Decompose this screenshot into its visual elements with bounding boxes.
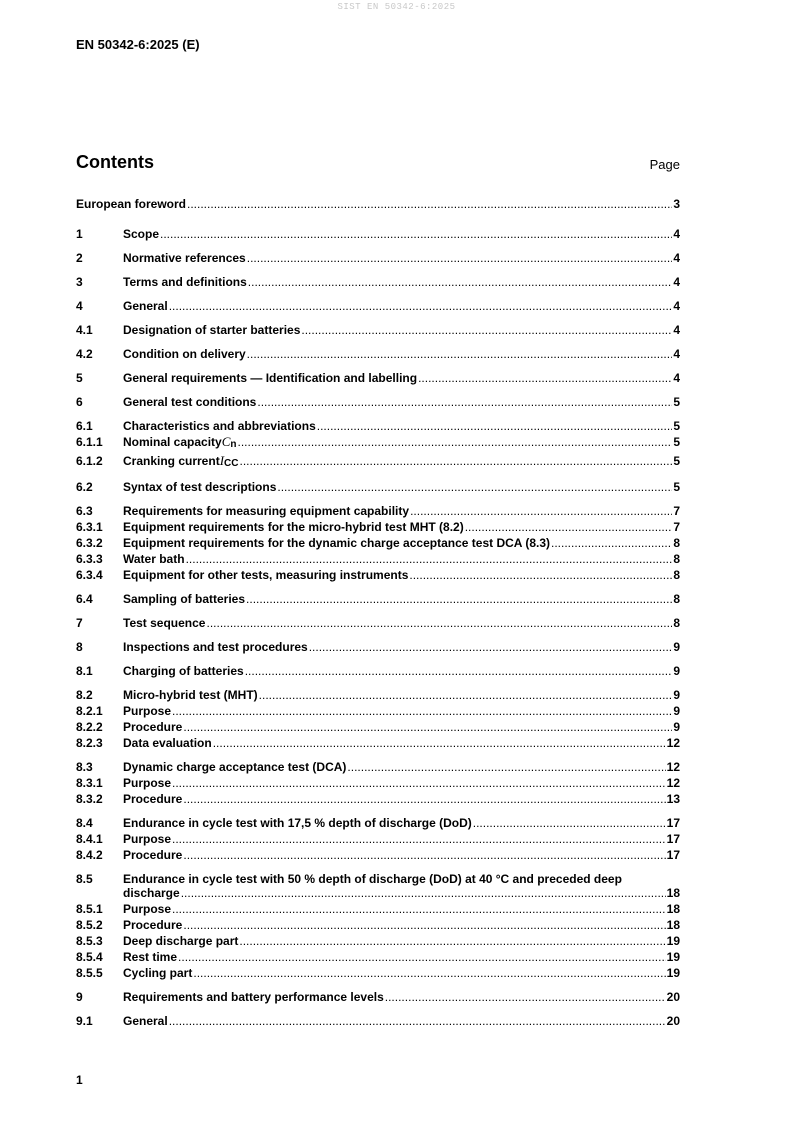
toc-entry[interactable] (76, 299, 680, 313)
toc-entry[interactable] (76, 640, 680, 654)
toc-entry-number: 8.3 (76, 760, 93, 774)
toc-entry-title: Micro-hybrid test (MHT) (123, 688, 258, 702)
toc-entry[interactable] (76, 568, 680, 582)
dot-leader (186, 552, 673, 566)
toc-entry-title: Rest time (123, 950, 178, 964)
toc-entry-number: 2 (76, 251, 83, 265)
toc-entry-number: 3 (76, 275, 83, 289)
toc-entry[interactable] (76, 792, 680, 806)
dot-leader (246, 592, 672, 606)
toc-entry-page: 8 (673, 568, 680, 582)
toc-entry-subscript: n (230, 439, 237, 450)
toc-entry-number: 8.4 (76, 816, 93, 830)
toc-entry-page: 9 (673, 640, 680, 654)
dot-leader (247, 347, 673, 361)
toc-entry[interactable] (76, 966, 680, 980)
toc-entry-page: 19 (666, 966, 680, 980)
toc-entry-number: 8.5.4 (76, 950, 103, 964)
page-number: 1 (76, 1073, 83, 1087)
dot-leader (178, 950, 666, 964)
toc-entry-number: 8.3.1 (76, 776, 103, 790)
toc-entry-title: Purpose (123, 704, 172, 718)
toc-entry-number: 8.5 (76, 872, 93, 886)
toc-entry[interactable] (76, 918, 680, 932)
toc-entry-title: Terms and definitions (123, 275, 247, 289)
dot-leader (172, 902, 666, 916)
toc-entry-number: 6.3.4 (76, 568, 103, 582)
dot-leader (183, 918, 665, 932)
toc-entry-title: Normative references (123, 251, 246, 265)
dot-leader (418, 371, 672, 385)
toc-entry-title: European foreword (76, 197, 187, 211)
toc-entry-title: Designation of starter batteries (123, 323, 301, 337)
toc-entry-title: Sampling of batteries (123, 592, 246, 606)
toc-entry-number: 1 (76, 227, 83, 241)
dot-leader (409, 568, 672, 582)
toc-entry-page: 12 (666, 776, 680, 790)
toc-entry-page: 9 (673, 720, 680, 734)
toc-entry-title: Purpose (123, 902, 172, 916)
toc-entry[interactable] (76, 776, 680, 790)
toc-entry-subscript: CC (224, 458, 239, 469)
toc-entry-page: 4 (673, 323, 680, 337)
dot-leader (160, 227, 672, 241)
toc-entry[interactable] (76, 934, 680, 948)
toc-entry-page: 18 (666, 902, 680, 916)
toc-entry[interactable] (76, 323, 680, 337)
toc-entry-title: Scope (123, 227, 160, 241)
toc-entry-title: Inspections and test procedures (123, 640, 308, 654)
toc-entry-number: 8.2.1 (76, 704, 103, 718)
toc-entry-page: 20 (666, 990, 680, 1004)
toc-entry-title: Test sequence (123, 616, 206, 630)
toc-entry-title: Equipment for other tests, measuring instruments (123, 568, 409, 582)
toc-entry-number: 8.2.2 (76, 720, 103, 734)
toc-entry-page: 17 (666, 848, 680, 862)
toc-entry-number: 6.2 (76, 480, 93, 494)
dot-leader (248, 275, 673, 289)
toc-entry-title: General requirements — Identification and labelling (123, 371, 418, 385)
toc-entry[interactable] (76, 520, 680, 534)
dot-leader (301, 323, 672, 337)
toc-entry-page: 5 (673, 454, 680, 468)
toc-entry[interactable] (76, 227, 680, 241)
toc-entry-number: 8.5.2 (76, 918, 103, 932)
toc-entry-number: 6.1 (76, 419, 93, 433)
toc-entry-number: 6.3.2 (76, 536, 103, 550)
toc-entry-page: 9 (673, 688, 680, 702)
dot-leader (213, 736, 666, 750)
dot-leader (183, 792, 665, 806)
toc-entry-title: Purpose (123, 832, 172, 846)
toc-entry-page: 4 (673, 275, 680, 289)
toc-entry-number: 8.5.3 (76, 934, 103, 948)
toc-entry-title: Nominal capacity (123, 435, 222, 449)
toc-entry[interactable] (76, 251, 680, 265)
toc-entry-title: Characteristics and abbreviations (123, 419, 316, 433)
toc-entry-number: 9.1 (76, 1014, 93, 1028)
toc-entry-title: Endurance in cycle test with 50 % depth of discharge (DoD) at 40 °C and preceded deep (123, 872, 622, 886)
toc-entry-title: Condition on delivery (123, 347, 246, 361)
toc-entry-page: 4 (673, 347, 680, 361)
toc-entry-number: 9 (76, 990, 83, 1004)
dot-leader (172, 776, 666, 790)
dot-leader (410, 504, 672, 518)
toc-entry[interactable] (76, 347, 680, 361)
toc-entry-title: Syntax of test descriptions (123, 480, 277, 494)
toc-entry-symbol: I (219, 453, 225, 468)
dot-leader (465, 520, 673, 534)
dot-leader (239, 934, 665, 948)
toc-entry-page: 12 (666, 760, 680, 774)
toc-entry-page: 5 (673, 419, 680, 433)
toc-title: Contents (76, 152, 154, 172)
dot-leader (309, 640, 673, 654)
toc-entry[interactable] (76, 1014, 680, 1028)
toc-entry-page: 19 (666, 934, 680, 948)
dot-leader (247, 251, 673, 265)
toc-entry-title: Dynamic charge acceptance test (DCA) (123, 760, 347, 774)
toc-entry-number: 8.2 (76, 688, 93, 702)
toc-entry-title: Requirements for measuring equipment capability (123, 504, 410, 518)
toc-entry-number: 4.1 (76, 323, 93, 337)
toc-entry-page: 8 (673, 592, 680, 606)
dot-leader (277, 480, 672, 494)
toc-entry-page: 18 (666, 918, 680, 932)
toc-entry-page: 4 (673, 227, 680, 241)
toc-entry-title: Equipment requirements for the dynamic charge acceptance test DCA (8.3) (123, 536, 551, 550)
toc-entry[interactable] (76, 454, 680, 468)
toc-entry[interactable] (76, 504, 680, 518)
toc-entry-page: 7 (673, 504, 680, 518)
toc-entry-page: 4 (673, 299, 680, 313)
dot-leader (385, 990, 666, 1004)
toc-entry-number: 6 (76, 395, 83, 409)
toc-entry-title: Cycling part (123, 966, 193, 980)
toc-entry-number: 8.5.5 (76, 966, 103, 980)
toc-entry-title: Data evaluation (123, 736, 212, 750)
toc-entry-page: 12 (666, 736, 680, 750)
toc-entry[interactable] (76, 760, 680, 774)
toc-entry[interactable] (76, 275, 680, 289)
toc-entry-page: 9 (673, 664, 680, 678)
dot-leader (473, 816, 666, 830)
dot-leader (239, 454, 672, 468)
toc-entry[interactable] (76, 736, 680, 750)
toc-entry-title: General (123, 1014, 168, 1028)
toc-entry[interactable] (76, 197, 680, 211)
toc-entry-title: Purpose (123, 776, 172, 790)
toc-entry[interactable] (76, 592, 680, 606)
toc-entry[interactable] (76, 832, 680, 846)
toc-entry-number: 6.4 (76, 592, 93, 606)
document-id: EN 50342-6:2025 (E) (76, 37, 200, 52)
toc-entry[interactable] (76, 419, 680, 433)
toc-entry[interactable] (76, 872, 680, 900)
toc-entry-page: 3 (673, 197, 680, 211)
toc-entry-page: 20 (666, 1014, 680, 1028)
page-column-label: Page (649, 157, 680, 172)
toc-entry-number: 6.1.1 (76, 435, 103, 449)
toc-entry[interactable] (76, 704, 680, 718)
toc-entry-title: Cranking current (123, 454, 220, 468)
dot-leader (169, 299, 673, 313)
toc-entry-number: 8.4.2 (76, 848, 103, 862)
dot-leader (317, 419, 673, 433)
toc-entry[interactable] (76, 536, 680, 550)
toc-entry-title: Water bath (123, 552, 185, 566)
dot-leader (169, 1014, 666, 1028)
dot-leader (183, 720, 672, 734)
toc-entry-number: 5 (76, 371, 83, 385)
toc-entry[interactable] (76, 720, 680, 734)
toc-entry-number: 8.2.3 (76, 736, 103, 750)
toc-entry-page: 7 (673, 520, 680, 534)
toc-entry-number: 7 (76, 616, 83, 630)
toc-entry-number: 8 (76, 640, 83, 654)
dot-leader (172, 832, 666, 846)
toc-entry[interactable] (76, 902, 680, 916)
toc-entry-title: Charging of batteries (123, 664, 244, 678)
watermark: SIST EN 50342-6:2025 (337, 2, 456, 12)
toc-entry[interactable] (76, 395, 680, 409)
toc-entry-number: 6.1.2 (76, 454, 103, 468)
dot-leader (206, 616, 672, 630)
toc-heading (76, 152, 680, 178)
toc-entry-title: Deep discharge part (123, 934, 239, 948)
toc-entry-page: 5 (673, 395, 680, 409)
toc-entry[interactable] (76, 990, 680, 1004)
dot-leader (193, 966, 665, 980)
toc-entry[interactable] (76, 688, 680, 702)
toc-entry-page: 19 (666, 950, 680, 964)
toc-entry-page: 4 (673, 251, 680, 265)
toc-entry-number: 6.3.1 (76, 520, 103, 534)
toc-entry-number: 4 (76, 299, 83, 313)
toc-entry-number: 6.3.3 (76, 552, 103, 566)
toc-entry[interactable] (76, 816, 680, 830)
toc-entry-title: General test conditions (123, 395, 257, 409)
toc-entry-title: Requirements and battery performance levels (123, 990, 384, 1004)
toc-entry-page: 4 (673, 371, 680, 385)
toc-entry-page: 9 (673, 704, 680, 718)
toc-entry-number: 4.2 (76, 347, 93, 361)
toc-entry[interactable] (76, 616, 680, 630)
toc-entry-page: 8 (673, 616, 680, 630)
dot-leader (181, 886, 666, 900)
toc-entry-title: Equipment requirements for the micro-hybrid test MHT (8.2) (123, 520, 464, 534)
toc-entry-page: 17 (666, 832, 680, 846)
toc-entry[interactable] (76, 950, 680, 964)
toc-entry-page: 13 (666, 792, 680, 806)
toc-entry[interactable] (76, 480, 680, 494)
dot-leader (187, 197, 672, 211)
toc-entry-title: Procedure (123, 720, 183, 734)
dot-leader (551, 536, 672, 550)
toc-entry[interactable] (76, 552, 680, 566)
toc-entry-title: Procedure (123, 792, 183, 806)
toc-entry-title: discharge (123, 886, 180, 900)
toc-entry-number: 8.1 (76, 664, 93, 678)
toc-entry-symbol: C (221, 434, 231, 449)
toc-entry-title: Procedure (123, 848, 183, 862)
toc-entry-number: 6.3 (76, 504, 93, 518)
toc-entry-number: 8.5.1 (76, 902, 103, 916)
dot-leader (172, 704, 672, 718)
toc-entry[interactable] (76, 435, 680, 449)
toc-entry-page: 8 (673, 536, 680, 550)
toc-entry-page: 18 (666, 886, 680, 900)
dot-leader (245, 664, 673, 678)
toc-entry[interactable] (76, 664, 680, 678)
toc-entry-page: 17 (666, 816, 680, 830)
dot-leader (259, 688, 673, 702)
dot-leader (257, 395, 672, 409)
toc-entry-page: 5 (673, 480, 680, 494)
dot-leader (347, 760, 665, 774)
dot-leader (237, 435, 672, 449)
toc-entry[interactable] (76, 371, 680, 385)
dot-leader (183, 848, 665, 862)
toc-entry-page: 5 (673, 435, 680, 449)
toc-entry-title: Procedure (123, 918, 183, 932)
toc-entry-page: 8 (673, 552, 680, 566)
table-of-contents (76, 197, 680, 1028)
toc-entry-title: General (123, 299, 168, 313)
toc-entry-number: 8.3.2 (76, 792, 103, 806)
toc-entry-number: 8.4.1 (76, 832, 103, 846)
toc-entry-title: Endurance in cycle test with 17,5 % depth of discharge (DoD) (123, 816, 472, 830)
toc-entry[interactable] (76, 848, 680, 862)
